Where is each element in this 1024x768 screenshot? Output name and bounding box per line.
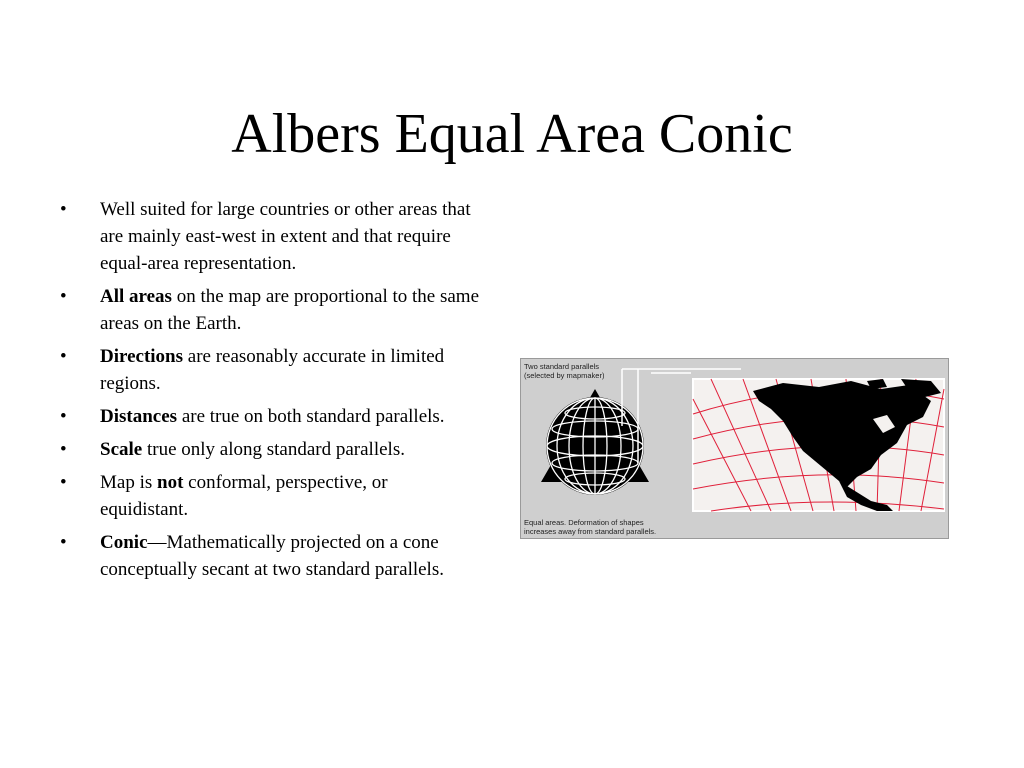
bullet-dot: • <box>60 439 67 460</box>
caption-standard-parallels <box>524 362 604 380</box>
bullet-dot: • <box>60 532 67 553</box>
bullet-text: Map is <box>100 472 157 493</box>
caption-top-line-1: Two standard parallels <box>524 362 600 371</box>
bullet-emphasis: Conic <box>100 532 148 553</box>
caption-bottom-line-1: Equal areas. Deformation of shapes <box>524 518 644 527</box>
projection-illustration <box>521 359 948 538</box>
bullet-dot: • <box>60 286 67 307</box>
bullet-item <box>60 196 480 277</box>
bullet-emphasis: Scale <box>100 439 143 460</box>
slide-title: Albers Equal Area Conic <box>231 103 793 165</box>
bullet-emphasis: Distances <box>100 406 178 427</box>
bullet-item <box>60 436 480 463</box>
bullet-item <box>60 283 480 337</box>
bullet-text: are reasonably accurate in limited regions. <box>100 346 445 394</box>
bullet-dot: • <box>60 472 67 493</box>
bullet-item <box>60 403 480 430</box>
bullet-text: conformal, perspective, or equidistant. <box>100 472 388 520</box>
bullet-emphasis: Directions <box>100 346 184 367</box>
bullet-emphasis: All areas <box>100 286 172 307</box>
caption-top-line-2: (selected by mapmaker) <box>524 371 605 380</box>
bullet-text: are true on both standard parallels. <box>177 406 445 427</box>
bullet-text: true only along standard parallels. <box>142 439 405 460</box>
bullet-text: —Mathematically projected on a cone conceptually secant at two standard parallels. <box>100 532 444 580</box>
bullet-text: on the map are proportional to the same areas on the Earth. <box>100 286 480 334</box>
bullet-item <box>60 343 480 397</box>
caption-equal-areas <box>524 518 656 536</box>
albers-projection-figure <box>520 358 949 539</box>
bullet-dot: • <box>60 199 67 220</box>
bullet-list <box>60 196 480 589</box>
bullet-emphasis: not <box>157 472 184 493</box>
bullet-item <box>60 529 480 583</box>
caption-bottom-line-2: increases away from standard parallels. <box>524 527 657 536</box>
bullet-item <box>60 469 480 523</box>
bullet-text: Well suited for large countries or other areas that are mainly east-west in extent and that require equal-area representation. <box>100 199 471 274</box>
bullet-dot: • <box>60 406 67 427</box>
bullet-dot: • <box>60 346 67 367</box>
